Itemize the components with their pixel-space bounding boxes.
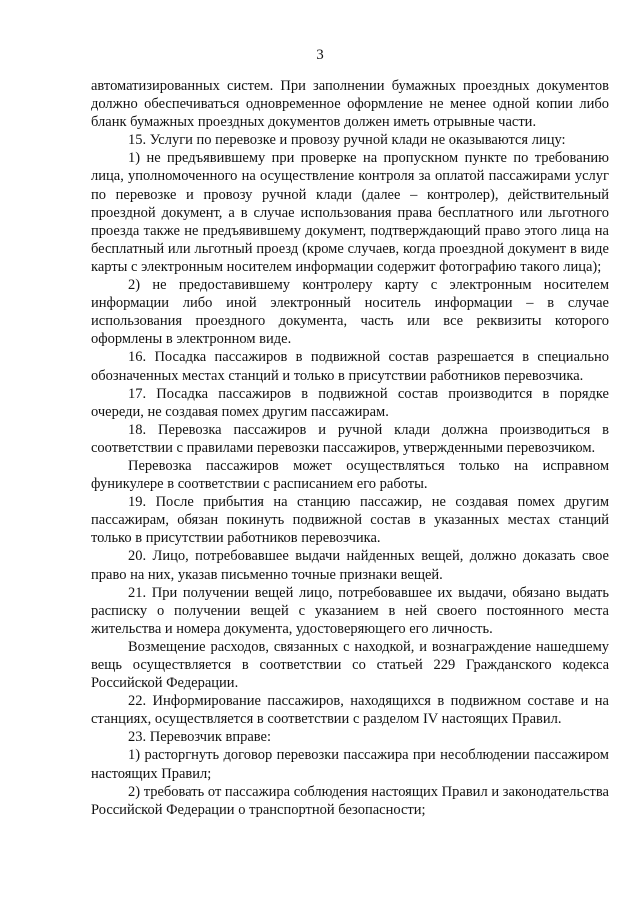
paragraph: 16. Посадка пассажиров в подвижной состав разрешается в специально обозначенных местах станций и только в присутствии работников перевозчика. — [91, 349, 609, 384]
document-body — [91, 77, 609, 819]
paragraph: 22. Информирование пассажиров, находящихся в подвижном составе и на станциях, осуществляется в соответствии с разделом IV настоящих Правил. — [91, 693, 609, 728]
paragraph: 17. Посадка пассажиров в подвижной состав производится в порядке очереди, не создавая помех другим пассажирам. — [91, 385, 609, 420]
paragraph: 1) расторгнуть договор перевозки пассажира при несоблюдении пассажиром настоящих Правил; — [91, 747, 609, 782]
paragraph: 1) не предъявившему при проверке на пропускном пункте по требованию лица, уполномоченного на осуществление контроля за оплатой пассажирами услуг по перевозке и провозу ручной клади (далее – контролер), действительный проездной документ, а в случае использования права бесплатного или льготного проезда также не предъявившему документ, подтверждающий право этого лица на бесплатный или льготный проезд (кроме случаев, когда проездной документ в виде карты с электронным носителем информации содержит фотографию такого лица); — [91, 150, 609, 275]
paragraph: 15. Услуги по перевозке и провозу ручной клади не оказываются лицу: — [128, 132, 566, 149]
paragraph: 21. При получении вещей лицо, потребовавшее их выдачи, обязано выдать расписку о получении вещей с указанием в ней своего постоянного места жительства и номера документа, удостоверяющего его личность. — [91, 584, 609, 637]
paragraph: Перевозка пассажиров может осуществляться только на исправном фуникулере в соответствии с расписанием его работы. — [91, 457, 609, 493]
paragraph: 2) требовать от пассажира соблюдения настоящих Правил и законодательства Российской Федерации о транспортной безопасности; — [91, 783, 609, 818]
paragraph: 18. Перевозка пассажиров и ручной клади должна производиться в соответствии с правилами перевозки пассажиров, утвержденными перевозчиком. — [91, 421, 609, 456]
paragraph: 19. После прибытия на станцию пассажир, не создавая помех другим пассажирам, обязан покинуть подвижной состав в указанных местах станций только в присутствии работников перевозчика. — [91, 494, 609, 547]
page-number: 3 — [316, 47, 324, 63]
paragraph: 23. Перевозчик вправе: — [128, 729, 272, 746]
paragraph: 20. Лицо, потребовавшее выдачи найденных вещей, должно доказать свое право на них, указав письменно точные признаки вещей. — [91, 548, 609, 583]
paragraph: автоматизированных систем. При заполнении бумажных проездных документов должно обеспечиваться одновременное оформление не менее одной копии либо бланк бумажных проездных документов должен иметь отрывные части. — [91, 78, 609, 131]
paragraph: 2) не предоставившему контролеру карту с электронным носителем информации либо иной электронный носитель информации – в случае использования проездного документа, часть или все реквизиты которого оформлены в электронном виде. — [91, 277, 609, 348]
paragraph: Возмещение расходов, связанных с находкой, и вознаграждение нашедшему вещь осуществляется в соответствии со статьей 229 Гражданского кодекса Российской Федерации. — [91, 638, 609, 692]
